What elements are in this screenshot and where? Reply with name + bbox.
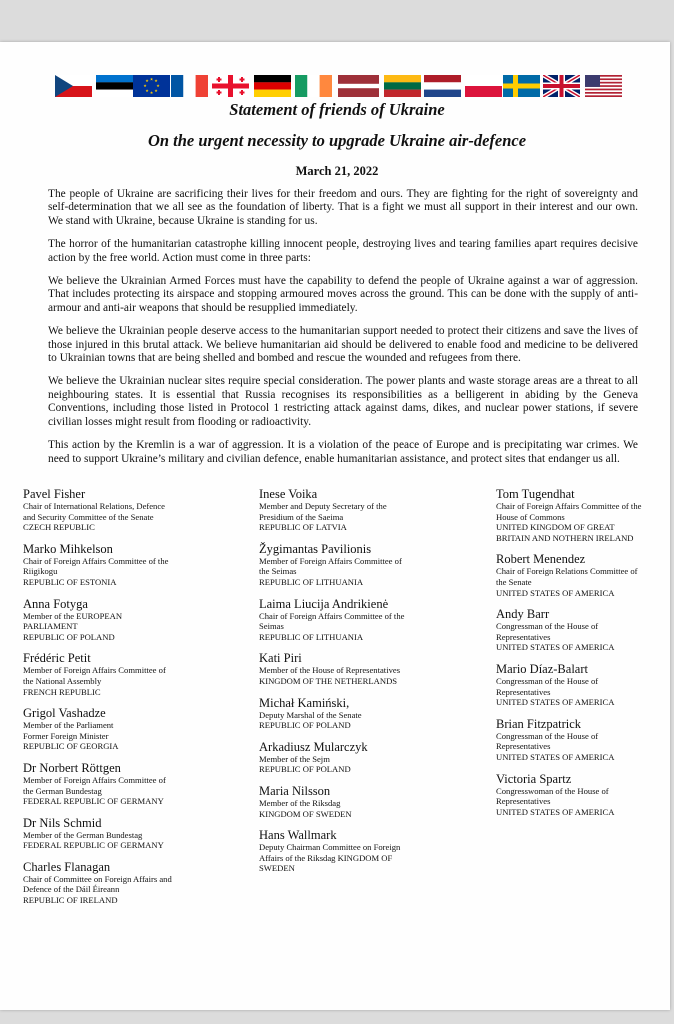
- flag-row: [55, 75, 625, 97]
- signatory-role: Chair of Foreign Affairs Committee of the Riigikogu REPUBLIC OF ESTONIA: [23, 555, 169, 587]
- signatory: [23, 542, 223, 588]
- signatory-role: Deputy Marshal of the Senate REPUBLIC OF POLAND: [259, 709, 362, 731]
- signatory: [23, 860, 223, 906]
- netherlands-flag: [424, 75, 461, 97]
- signatory: [259, 828, 459, 874]
- signatory-role: Deputy Chairman Committee on Foreign Affairs of the Riksdag KINGDOM OF SWEDEN: [259, 842, 401, 874]
- signatory: [259, 784, 459, 819]
- ireland-flag: [295, 75, 332, 97]
- signatory: [496, 552, 668, 598]
- signatory-name: Brian Fitzpatrick: [496, 716, 582, 731]
- signatory-name: Pavel Fisher: [23, 487, 86, 501]
- signatory-name: Victoria Spartz: [496, 771, 572, 786]
- svg-text:★: ★: [143, 83, 147, 88]
- statement-body: [48, 188, 638, 476]
- paragraph: The horror of the humanitarian catastrophe killing innocent people, destroying lives and tearing families apart requires decisive action by the free world. Action must come in three parts:: [48, 238, 638, 264]
- signatory-role: Congresswoman of the House of Representatives UNITED STATES OF AMERICA: [496, 785, 615, 817]
- estonia-flag: [96, 75, 133, 97]
- signatory-role: Member of the EUROPEAN PARLIAMENT REPUBLIC OF POLAND: [23, 610, 123, 642]
- signatories-column-1: [23, 487, 223, 915]
- france-flag: [171, 75, 208, 97]
- eu-flag: [133, 75, 170, 97]
- signatory-role: Chair of International Relations, Defence and Security Committee of the Senate CZECH REPUBLIC: [23, 501, 165, 533]
- svg-text:★: ★: [156, 83, 160, 88]
- signatory-name: Maria Nilsson: [259, 783, 331, 798]
- signatory: [496, 717, 668, 763]
- signatory-role: Member of Foreign Affairs Committee of the German Bundestag FEDERAL REPUBLIC OF GERMANY: [23, 774, 166, 807]
- poland-flag: [465, 75, 502, 97]
- signatory-role: Congressman of the House of Representatives UNITED STATES OF AMERICA: [496, 730, 615, 762]
- statement-date: March 21, 2022: [295, 164, 379, 178]
- signatory-name: Frédéric Petit: [23, 651, 91, 666]
- paragraph: We believe the Ukrainian nuclear sites require special consideration. The power plants and waste storage areas are a threat to all neighbouring states. It is essential that Russia recognises its responsibilities as a belligerent in abiding by the Geneva Conventions, including those listed in Protocol 1 restricting attack against dams, dikes, and nuclear power stations, if severe civilian losses might result from flooding or radioactivity.: [48, 375, 638, 428]
- signatory-name: Marko Mihkelson: [23, 541, 113, 556]
- signatory-name: Dr Norbert Röttgen: [23, 760, 121, 775]
- signatory-role: Member of the Riksdag KINGDOM OF SWEDEN: [259, 797, 352, 819]
- uk-flag: [543, 75, 580, 97]
- statement-subtitle: On the urgent necessity to upgrade Ukraine air-defence: [147, 131, 527, 150]
- signatory: [23, 761, 223, 807]
- signatory-name: Arkadiusz Mularczyk: [259, 739, 368, 754]
- signatory-role: Member of Foreign Affairs Committee of the Seimas REPUBLIC OF LITHUANIA: [259, 555, 402, 587]
- svg-text:★: ★: [149, 90, 154, 95]
- signatory: [259, 542, 459, 588]
- signatory: [496, 607, 668, 653]
- svg-text:★: ★: [145, 88, 149, 93]
- signatory-name: Kati Piri: [259, 651, 302, 666]
- signatory: [259, 651, 459, 686]
- signatory: [23, 706, 223, 752]
- germany-flag: [254, 75, 291, 97]
- statement-title: Statement of friends of Ukraine: [229, 100, 445, 119]
- svg-text:★: ★: [154, 88, 158, 93]
- usa-flag: [585, 75, 622, 97]
- signatories-column-3: [496, 487, 668, 826]
- signatory-role: Member of the German Bundestag FEDERAL REPUBLIC OF GERMANY: [23, 829, 164, 851]
- signatory-name: Charles Flanagan: [23, 859, 111, 874]
- signatory-name: Dr Nils Schmid: [23, 815, 102, 830]
- lithuania-flag: [384, 75, 421, 97]
- svg-text:★: ★: [154, 78, 158, 83]
- signatory-name: Robert Menendez: [496, 552, 586, 567]
- signatory: [23, 651, 223, 697]
- signatory: [496, 487, 668, 543]
- signatory-role: Chair of Foreign Affairs Committee of the Seimas REPUBLIC OF LITHUANIA: [259, 610, 405, 642]
- signatories-column-2: [259, 487, 459, 883]
- latvia-flag: [338, 75, 379, 97]
- signatory-name: Michał Kamiński,: [259, 695, 350, 710]
- signatory: [259, 487, 459, 533]
- signatory-role: Congressman of the House of Representatives UNITED STATES OF AMERICA: [496, 621, 615, 653]
- signatory-role: Chair of Foreign Affairs Committee of the House of Commons UNITED KINGDOM OF GREAT BRITAIN AND NOTHERN IRELAND: [496, 501, 642, 543]
- czech-flag: [55, 75, 92, 97]
- signatory-name: Grigol Vashadze: [23, 706, 106, 721]
- signatory-name: Žygimantas Pavilionis: [259, 541, 372, 556]
- signatory: [23, 487, 223, 533]
- paragraph: The people of Ukraine are sacrificing their lives for their freedom and ours. They are fighting for the right of sovereignty and self-determination that we all see as the foundation of liberty. That is a fight we must all support in their interest and our own. We stand with Ukraine, because Ukraine is standing for us.: [48, 188, 638, 227]
- paragraph: We believe the Ukrainian people deserve access to the humanitarian support needed to protect their citizens and save the lives of those injured in this brutal attack. We believe humanitarian aid should be delivered to enable food and medicine to be delivered to Ukrainian towns that are being shelled and bombed and rescue the wounded and refugees from there.: [48, 325, 638, 365]
- signatory: [23, 597, 223, 643]
- signatory-name: Andy Barr: [496, 607, 550, 622]
- georgia-flag: [212, 75, 249, 97]
- signatory-name: Anna Fotyga: [23, 596, 88, 611]
- signatory-role: Member of the House of Representatives KINGDOM OF THE NETHERLANDS: [259, 665, 401, 686]
- signatory-role: Congressman of the House of Representatives UNITED STATES OF AMERICA: [496, 675, 615, 708]
- signatory-role: Member and Deputy Secretary of the Presidium of the Saeima REPUBLIC OF LATVIA: [259, 501, 387, 533]
- signatory-role: Member of the Parliament Former Foreign Minister REPUBLIC OF GEORGIA: [23, 720, 119, 752]
- paragraph: We believe the Ukrainian Armed Forces must have the capability to defend the people of Ukraine against a war of aggression. That includes protecting its airspace and stopping armoured moves across the ground. This can be done with the supply of anti-armour and anti-air weapons that should be resupplied immediately.: [48, 275, 638, 314]
- signatory-name: Laima Liucija Andrikienė: [259, 596, 389, 611]
- signatory: [496, 662, 668, 708]
- paragraph: This action by the Kremlin is a war of aggression. It is a violation of the peace of Europe and is precipitating war crimes. We need to support Ukraine’s military and civilian defence, enable humanitarian assistance, and protect sites that endanger us all.: [48, 439, 638, 465]
- signatory: [259, 696, 459, 731]
- signatory-name: Inese Voika: [259, 487, 318, 501]
- signatory: [259, 597, 459, 643]
- svg-text:★: ★: [149, 76, 154, 82]
- signatory-role: Member of the Sejm REPUBLIC OF POLAND: [259, 753, 351, 775]
- signatory-role: Chair of Foreign Relations Committee of the Senate UNITED STATES OF AMERICA: [496, 566, 638, 598]
- signatory: [496, 772, 668, 818]
- signatory-name: Hans Wallmark: [259, 828, 337, 843]
- signatory-role: Chair of Committee on Foreign Affairs and Defence of the Dáil Éireann REPUBLIC OF IRELAND: [23, 873, 172, 906]
- signatory-name: Tom Tugendhat: [496, 487, 575, 501]
- svg-text:★: ★: [145, 78, 149, 83]
- sweden-flag: [503, 75, 540, 97]
- signatory-name: Mario Díaz-Balart: [496, 661, 588, 676]
- signatory: [259, 740, 459, 775]
- signatory: [23, 816, 223, 851]
- signatory-role: Member of Foreign Affairs Committee of the National Assembly FRENCH REPUBLIC: [23, 665, 166, 697]
